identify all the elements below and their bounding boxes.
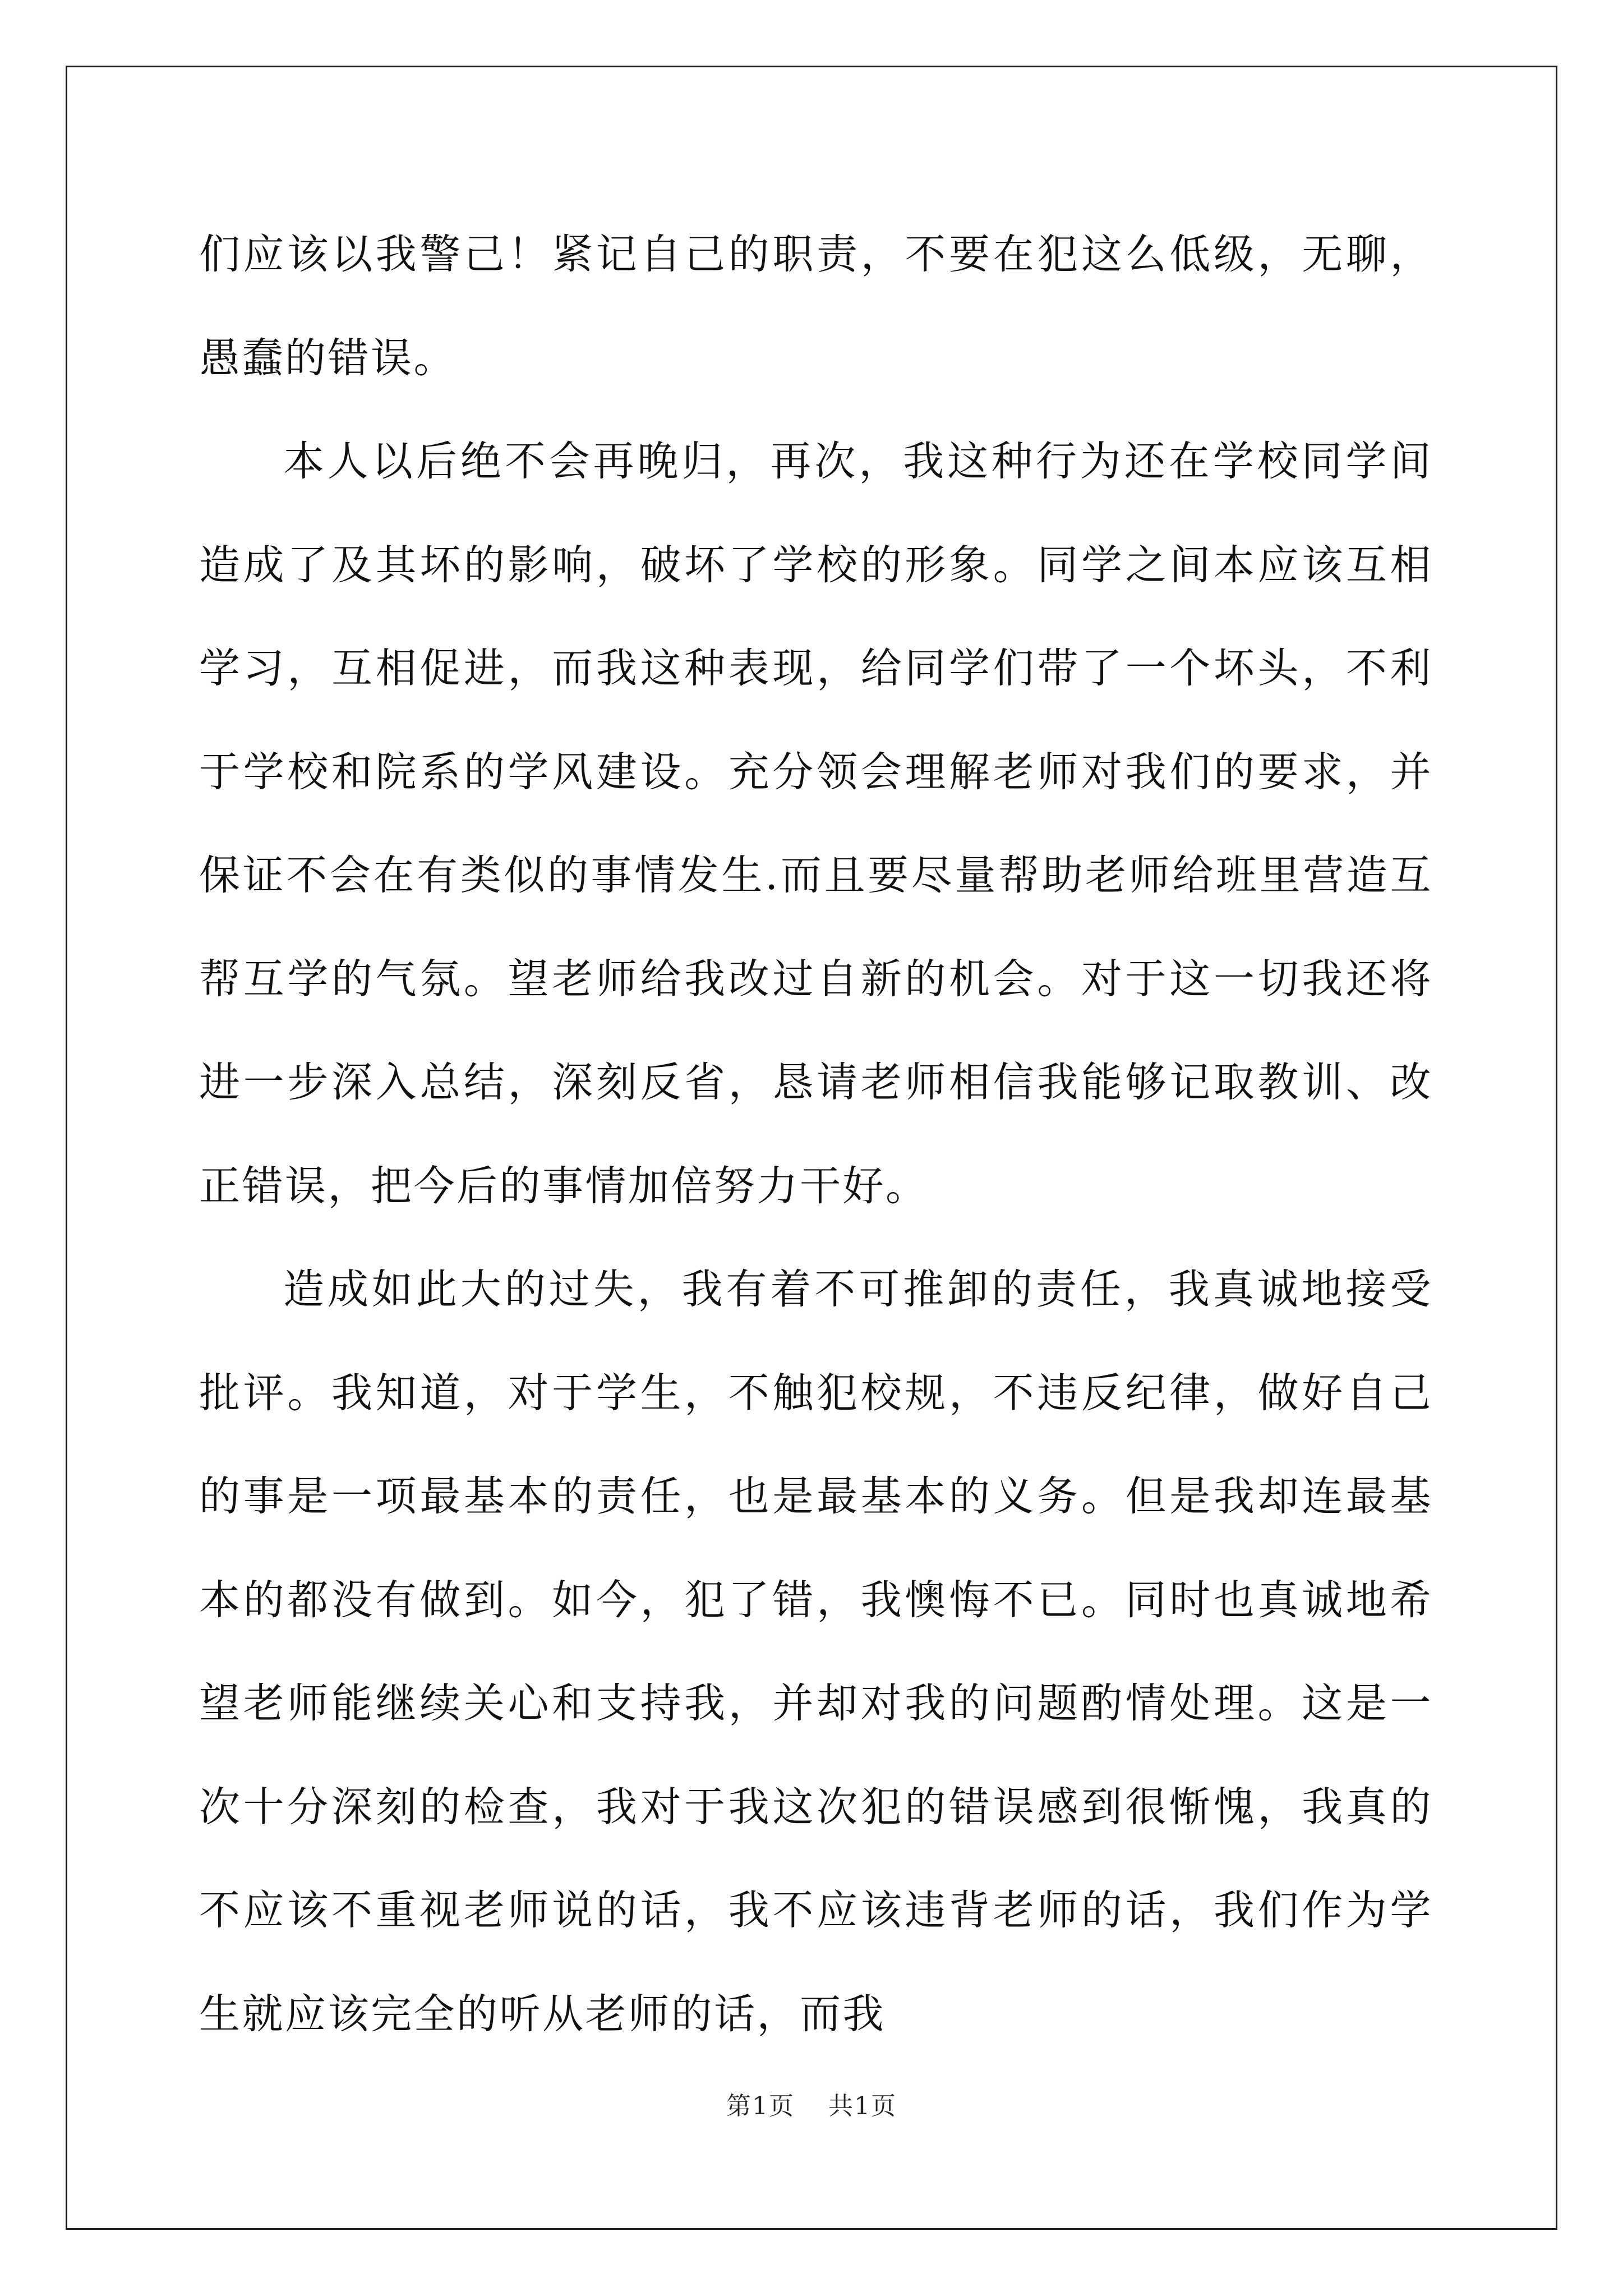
paragraph-apology: 本人以后绝不会再晚归，再次，我这种行为还在学校同学间造成了及其坏的影响，破坏了学校的形象。同学之间本应该互相学习，互相促进，而我这种表现，给同学们带了一个坏头，不利于学校和院系的学风建设。充分领会理解老师对我们的要求，并保证不会在有类似的事情发生.而且要尽量帮助老师给班里营造互帮互学的气氛。望老师给我改过自新的机会。对于这一切我还将进一步深入总结，深刻反省，恳请老师相信我能够记取教训、改正错误，把今后的事情加倍努力干好。 — [199, 438, 1433, 1210]
page-number-total: 共1页 — [828, 2092, 897, 2120]
paragraph-responsibility: 造成如此大的过失，我有着不可推卸的责任，我真诚地接受批评。我知道，对于学生，不触犯校规，不违反纪律，做好自己的事是一项最基本的责任，也是最基本的义务。但是我却连最基本的都没有做到。如今，犯了错，我懊悔不已。同时也真诚地希望老师能继续关心和支持我，并却对我的问题酌情处理。这是一次十分深刻的检查，我对于我这次犯的错误感到很惭愧，我真的不应该不重视老师说的话，我不应该违背老师的话，我们作为学生就应该完全的听从老师的话，而我 — [199, 1266, 1433, 2038]
paragraph-continuation: 们应该以我警己！紧记自己的职责，不要在犯这么低级，无聊，愚蠢的错误。 — [199, 231, 1433, 382]
page-footer — [0, 2090, 1623, 2123]
document-body — [199, 203, 1433, 2066]
page-number-current: 第1页 — [726, 2092, 795, 2120]
